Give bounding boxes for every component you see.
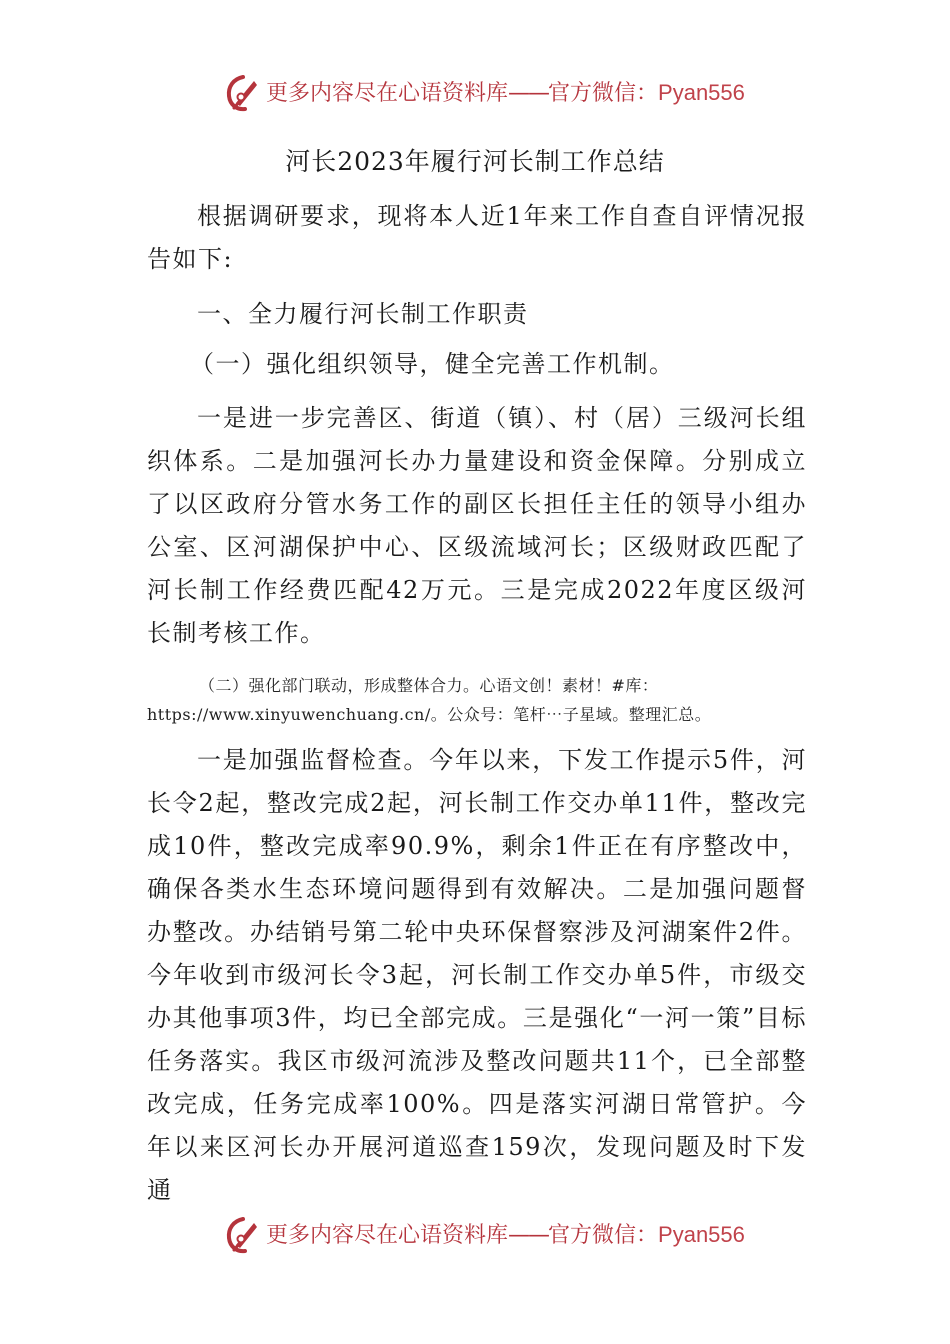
subsection1-paragraph: 一是进一步完善区、街道（镇）、村（居）三级河长组织体系。二是加强河长办力量建设和资金保障。分别成立了以区政府分管水务工作的副区长担任主任的领导小组办公室、区河湖保护中心、区级流域河长；区级财政匹配了河长制工作经费匹配42万元。三是完成2022年度区级河长制考核工作。 [147, 404, 807, 647]
banner-wechat-label: 官方微信： [548, 1223, 659, 1248]
quill-pen-logo-icon [224, 73, 262, 113]
footer-banner [0, 1213, 950, 1257]
subsection2-paragraph: 一是加强监督检查。今年以来，下发工作提示5件，河长令2起，整改完成2起，河长制工作交办单11件，整改完成10件，整改完成率90.9%，剩余1件正在有序整改中，确保各类水生态环境问题得到有效解决。二是加强问题督办整改。办结销号第二轮中央环保督察涉及河湖案件2件。今年收到市级河长令3起，河长制工作交办单5件，市级交办其他事项3件，均已全部完成。三是强化“一河一策”目标任务落实。我区市级河流涉及整改问题共11个，已全部整改完成，任务完成率100%。四是落实河湖日常管护。今年以来区河长办开展河道巡查159次，发现问题及时下发通 [147, 746, 807, 1204]
quill-pen-logo-icon [224, 1215, 262, 1255]
subsection2-heading-small: （二）强化部门联动，形成整体合力。心语文创！素材！#库：https://www.xinyuwenchuang.cn/。公众号：笔杆⋯子星域。整理汇总。 [147, 676, 712, 724]
document-title: 河长2023年履行河长制工作总结 [285, 147, 665, 176]
header-banner [0, 71, 950, 115]
banner-main-text: 更多内容尽在心语资料库 [266, 1223, 509, 1248]
section1-heading: 一、全力履行河长制工作职责 [197, 300, 529, 328]
subsection1-heading: （一）强化组织领导，健全完善工作机制。 [190, 350, 675, 378]
banner-text [266, 79, 745, 108]
banner-wechat-id: Pyan556 [658, 80, 745, 105]
banner-main-text: 更多内容尽在心语资料库 [266, 81, 509, 106]
banner-wechat-label: 官方微信： [548, 81, 659, 106]
banner-dash: —— [508, 1223, 549, 1248]
banner-wechat-id: Pyan556 [658, 1222, 745, 1247]
intro-paragraph: 根据调研要求，现将本人近1年来工作自查自评情况报告如下: [147, 202, 807, 273]
banner-dash: —— [508, 81, 549, 106]
banner-text [266, 1221, 745, 1250]
